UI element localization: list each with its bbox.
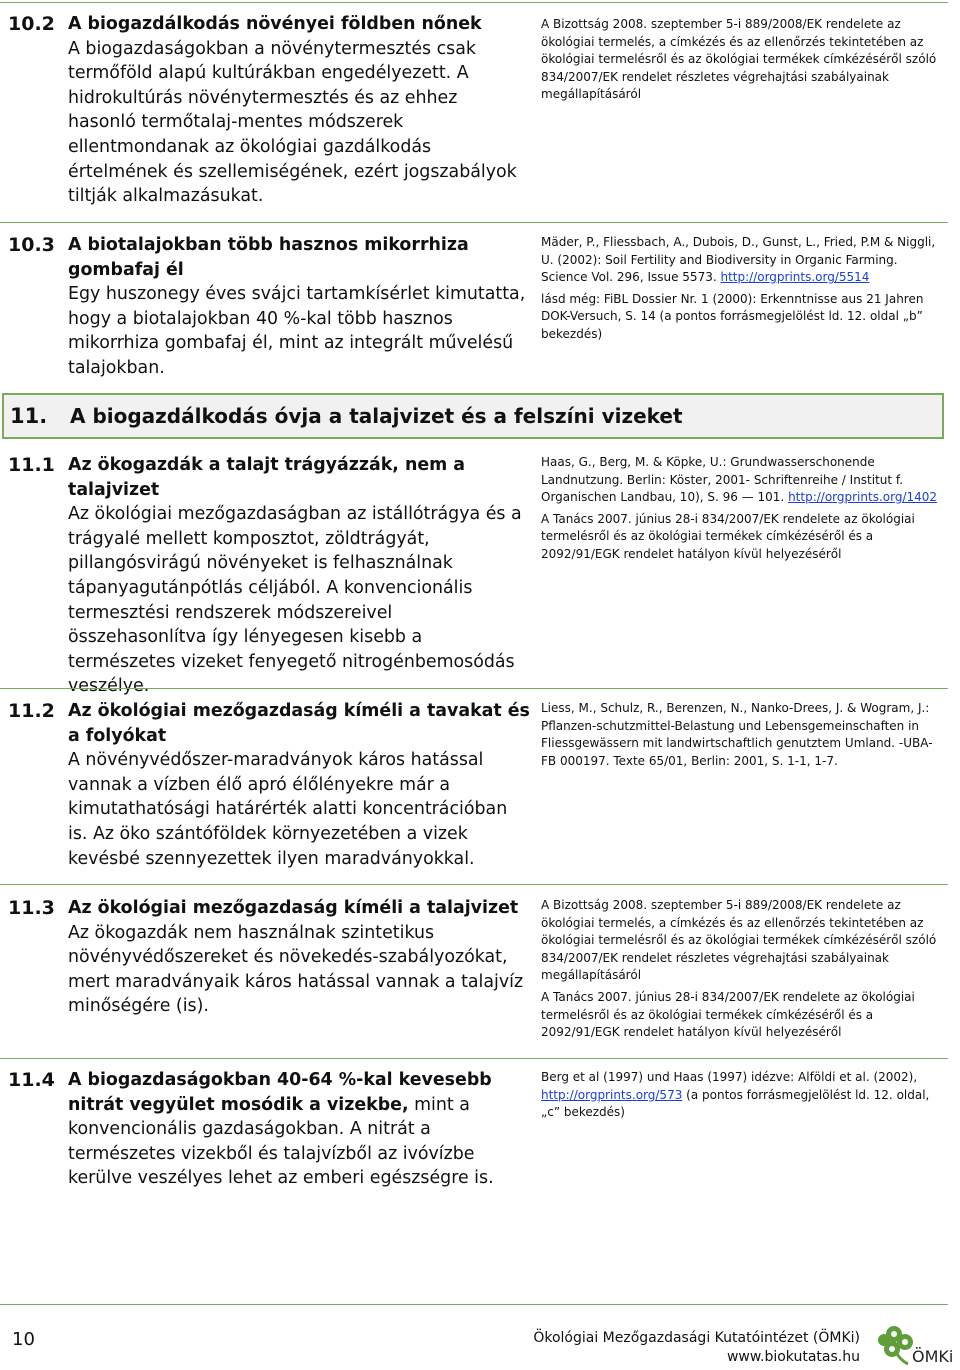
section-text bbox=[68, 699, 530, 871]
reference-item: lásd még: FiBL Dossier Nr. 1 (2000): Erkenntnisse aus 21 Jahren DOK-Versuch, S. 14 (a pontos forrásmegjelölést ld. 12. oldal „b” bekezdés) bbox=[541, 291, 924, 341]
references bbox=[541, 234, 941, 348]
reference-item: A Bizottság 2008. szeptember 5-i 889/2008/EK rendelete az ökológiai termelés, a címkézés és az ellenőrzés tekintetében az ökológiai termelésről és az ökológiai termékek címkézéséről szóló 834/2007/EK rendelet részletes végrehajtási szabályainak megállapításáról bbox=[541, 17, 937, 102]
section-divider bbox=[0, 688, 948, 689]
section-title: A biogazdálkodás növényei földben nőnek bbox=[68, 14, 482, 34]
section-title: A biogazdaságokban 40-64 %-kal kevesebb nitrát vegyület mosódik a vizekbe, bbox=[68, 1070, 492, 1115]
section-title: Az ökológiai mezőgazdaság kíméli a talajvizet bbox=[68, 898, 519, 918]
references bbox=[541, 454, 941, 568]
section-text bbox=[68, 233, 530, 381]
section-number: 10.3 bbox=[8, 234, 55, 256]
section-body: Az ökogazdák nem használnak szintetikus növényvédőszereket és növekedés-szabályozókat, mert maradványaik káros hatással vannak a talajvíz minőségére (is). bbox=[68, 922, 524, 1017]
references bbox=[541, 700, 941, 774]
logo-text: ÖMKi bbox=[912, 1347, 954, 1366]
references bbox=[541, 1069, 941, 1126]
reference-item: Berg et al (1997) und Haas (1997) idézve: Alföldi et al. (2002), http://orgprints.org/573 (a pontos forrásmegjelölést ld. 12. oldal, „c” bekezdés) bbox=[541, 1070, 930, 1120]
section-number: 11.3 bbox=[8, 897, 55, 919]
section-number: 11.1 bbox=[8, 454, 55, 476]
section-body: A biogazdaságokban a növénytermesztés csak termőföld alapú kultúrákban engedélyezett. A hidrokultúrás növénytermesztés és az ehhez hasonló termőtalaj-mentes módszerek ellentmondanak az ökológiai gazdálkodás értelmének és szellemiségének, ezért jogszabályok tiltják alkalmazásukat. bbox=[68, 38, 517, 207]
footer-divider bbox=[0, 1304, 948, 1305]
section-divider bbox=[0, 2, 948, 3]
chapter-header bbox=[2, 393, 944, 439]
footer-institute bbox=[533, 1329, 860, 1367]
clover-logo-icon bbox=[878, 1322, 956, 1366]
reference-link[interactable]: http://orgprints.org/573 bbox=[541, 1087, 683, 1102]
section-text bbox=[68, 12, 530, 209]
reference-item: A Bizottság 2008. szeptember 5-i 889/2008/EK rendelete az ökológiai termelés, a címkézés és az ellenőrzés tekintetében az ökológiai termelésről és az ökológiai termékek címkézéséről szóló 834/2007/EK rendelet részletes végrehajtási szabályainak megállapításáról bbox=[541, 898, 937, 983]
reference-item: Haas, G., Berg, M. & Köpke, U.: Grundwasserschonende Landnutzung. Berlin: Köster, 2001- Schriftenreihe / Institut f. Organischen Landbau, 10), S. 96 — 101. http://orgprints.org/1402 bbox=[541, 455, 938, 505]
institute-name: Ökológiai Mezőgazdasági Kutatóintézet (ÖMKi) bbox=[533, 1330, 860, 1346]
reference-item: A Tanács 2007. június 28-i 834/2007/EK rendelete az ökológiai termelésről és az ökológiai termékek címkézéséről és a 2092/91/EGK rendelet hatályon kívül helyezéséről bbox=[541, 989, 915, 1040]
section-number: 11.2 bbox=[8, 700, 55, 722]
reference-item: Mäder, P., Fliessbach, A., Dubois, D., Gunst, L., Fried, P.M & Niggli, U. (2002): Soil Fertility and Biodiversity in Organic Farming. Science Vol. 296, Issue 5573. http://orgprints.org/5514 bbox=[541, 235, 936, 285]
section-title: Az ökológiai mezőgazdaság kíméli a tavakat és a folyókat bbox=[68, 701, 530, 746]
section-number: 11.4 bbox=[8, 1069, 55, 1091]
reference-item: A Tanács 2007. június 28-i 834/2007/EK rendelete az ökológiai termelésről és az ökológiai termékek címkézéséről és a 2092/91/EGK rendelet hatályon kívül helyezéséről bbox=[541, 511, 915, 561]
section-divider bbox=[0, 1058, 948, 1059]
section-text bbox=[68, 896, 530, 1019]
reference-link[interactable]: http://orgprints.org/1402 bbox=[788, 490, 938, 505]
section-body: A növényvédőszer-maradványok káros hatással vannak a vízben élő apró élőlényekre már a kimutathatósági határérték alatti koncentrációban is. Az öko szántóföldek környezetében a vizek kevésbé szennyezettek ilyen maradványokkal. bbox=[68, 750, 508, 869]
reference-link[interactable]: http://orgprints.org/5514 bbox=[720, 270, 870, 285]
section-divider bbox=[0, 884, 948, 885]
section-body: mint a konvencionális gazdaságokban. A nitrát a természetes vizekből és talajvízből az ivóvízbe kerülve veszélyes lehet az emberi egészségre is. bbox=[68, 1094, 494, 1189]
reference-item: Liess, M., Schulz, R., Berenzen, N., Nanko-Drees, J. & Wogram, J.: Pflanzen-schutzmittel-Belastung und Lebensgemeinschaften in Fliessgewässern mit landwirtschaftlich genutztem Umland. -UBA-FB 000197. Texte 65/01, Berlin: 2001, S. 1-1, 1-7. bbox=[541, 701, 933, 768]
chapter-title: A biogazdálkodás óvja a talajvizet és a felszíni vizeket bbox=[70, 404, 683, 428]
references bbox=[541, 16, 941, 108]
section-text bbox=[68, 1068, 530, 1191]
references bbox=[541, 897, 941, 1046]
section-text bbox=[68, 453, 530, 699]
section-number: 10.2 bbox=[8, 13, 55, 35]
page-number: 10 bbox=[12, 1329, 35, 1350]
chapter-number: 11. bbox=[10, 404, 48, 428]
section-body: Egy huszonegy éves svájci tartamkísérlet kimutatta, hogy a biotalajokban 40 %-kal több hasznos mikorrhiza gombafaj él, mint az integrált művelésű talajokban. bbox=[68, 284, 526, 378]
section-divider bbox=[0, 222, 948, 223]
section-title: A biotalajokban több hasznos mikorrhiza gombafaj él bbox=[68, 235, 469, 280]
section-body: Az ökológiai mezőgazdaságban az istállótrágya és a trágyalé mellett komposztot, zöldtrágyát, pillangósvirágú növényeket is felhasználnak tápanyagutánpótlás céljából. A konvencionális termesztési rendszerek módszereivel összehasonlítva így lényegesen kisebb a természetes vizeket fenyegető nitrogénbemosódás veszélye. bbox=[68, 504, 522, 697]
institute-website[interactable]: www.biokutatas.hu bbox=[726, 1349, 860, 1365]
omki-logo bbox=[878, 1322, 956, 1366]
section-title: Az ökogazdák a talajt trágyázzák, nem a talajvizet bbox=[68, 455, 466, 500]
